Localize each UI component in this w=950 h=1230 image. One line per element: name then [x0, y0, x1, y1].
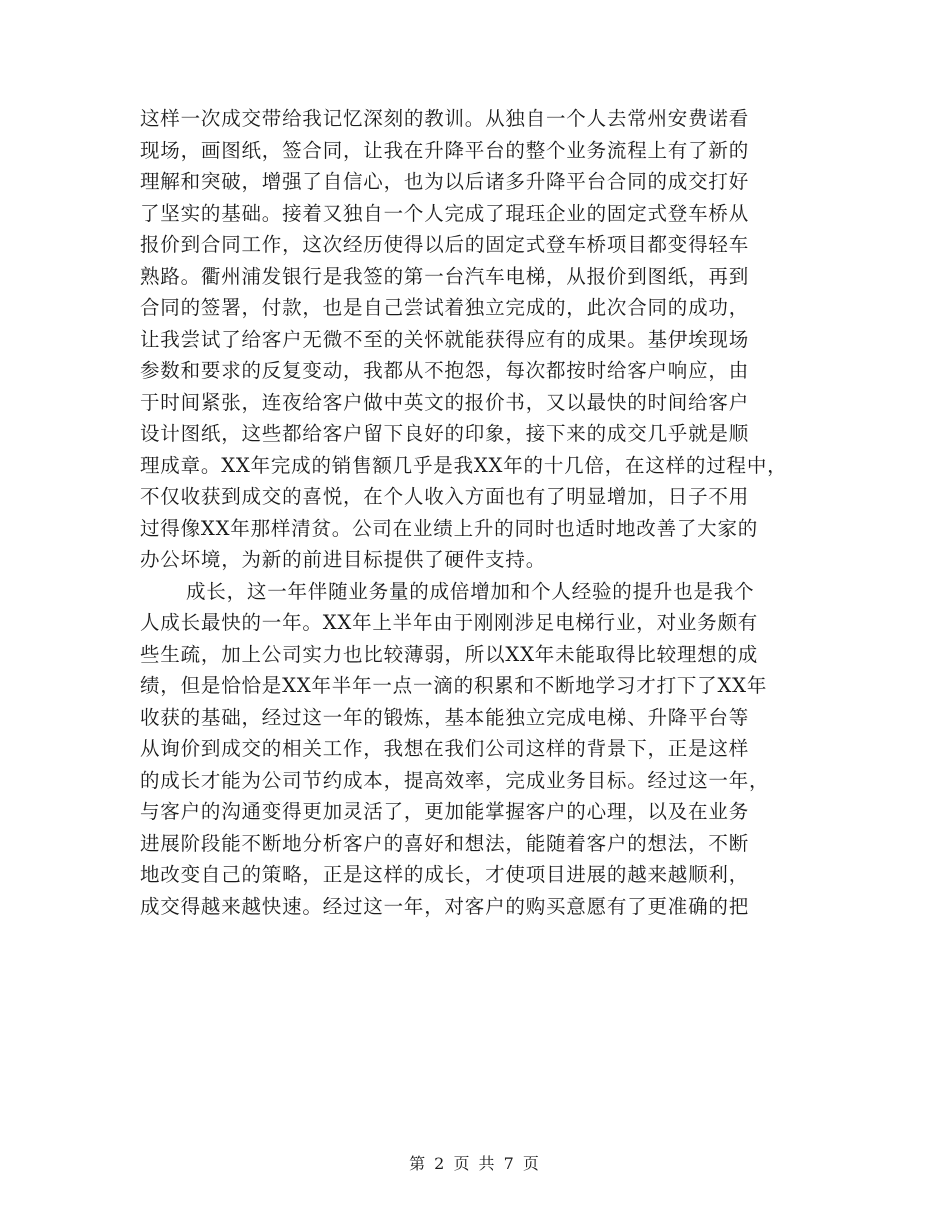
text-line: 人成长最快的一年。XX年上半年由于刚刚涉足电梯行业，对业务颇有	[140, 611, 759, 634]
text-line: 收获的基础，经过这一年的锻炼，基本能独立完成电梯、升降平台等	[140, 705, 750, 729]
page-number-footer: 第 2 页 共 7 页	[409, 1154, 541, 1173]
text-line: 理成章。XX年完成的销售额几乎是我XX年的十几倍，在这样的过程中，	[140, 453, 788, 477]
text-line: 理解和突破，增强了自信心，也为以后诸多升降平台合同的成交打好	[140, 170, 750, 193]
text-line: 成交得越来越快速。经过这一年，对客户的购买意愿有了更准确的把	[140, 894, 750, 918]
text-line: 这样一次成交带给我记忆深刻的教训。从独自一个人去常州安费诺看	[140, 107, 750, 130]
text-line: 报价到合同工作，这次经历使得以后的固定式登车桥项目都变得轻车	[140, 233, 750, 256]
text-line: 设计图纸，这些都给客户留下良好的印象，接下来的成交几乎就是顺	[140, 422, 750, 445]
text-line: 合同的签署，付款，也是自己尝试着独立完成的，此次合同的成功，	[140, 296, 750, 319]
text-line: 于时间紧张，连夜给客户做中英文的报价书，又以最快的时间给客户	[140, 390, 750, 414]
text-line: 从询价到成交的相关工作，我想在我们公司这样的背景下，正是这样	[140, 737, 750, 760]
text-line: 参数和要求的反复变动，我都从不抱怨，每次都按时给客户响应，由	[140, 359, 750, 382]
text-line: 过得像XX年那样清贫。公司在业绩上升的同时也适时地改善了大家的	[140, 516, 759, 540]
text-line: 了坚实的基础。接着又独自一个人完成了琨珏企业的固定式登车桥从	[140, 201, 750, 225]
text-line: 地改变自己的策略，正是这样的成长，才使项目进展的越来越顺利，	[140, 863, 750, 886]
text-line: 与客户的沟通变得更加灵活了，更加能掌握客户的心理，以及在业务	[140, 800, 750, 823]
text-line: 现场，画图纸，签合同，让我在升降平台的整个业务流程上有了新的	[140, 138, 750, 162]
paragraph-1	[140, 103, 820, 576]
text-line: 进展阶段能不断地分析客户的喜好和想法，能随着客户的想法，不断	[140, 831, 750, 855]
document-body	[140, 103, 820, 922]
text-line: 熟路。衢州浦发银行是我签的第一台汽车电梯，从报价到图纸，再到	[140, 264, 750, 288]
text-line: 成长，这一年伴随业务量的成倍增加和个人经验的提升也是我个	[186, 579, 755, 603]
text-line: 让我尝试了给客户无微不至的关怀就能获得应有的成果。基伊埃现场	[140, 327, 750, 351]
text-line: 的成长才能为公司节约成本，提高效率，完成业务目标。经过这一年，	[140, 768, 770, 792]
text-line: 绩，但是恰恰是XX年半年一点一滴的积累和不断地学习才打下了XX年	[140, 674, 768, 697]
text-line: 办公坏境，为新的前进目标提供了硬件支持。	[140, 548, 547, 571]
text-line: 不仅收获到成交的喜悦，在个人收入方面也有了明显增加，日子不用	[140, 485, 750, 508]
text-line: 些生疏，加上公司实力也比较薄弱，所以XX年未能取得比较理想的成	[140, 642, 759, 666]
paragraph-2	[140, 576, 820, 923]
